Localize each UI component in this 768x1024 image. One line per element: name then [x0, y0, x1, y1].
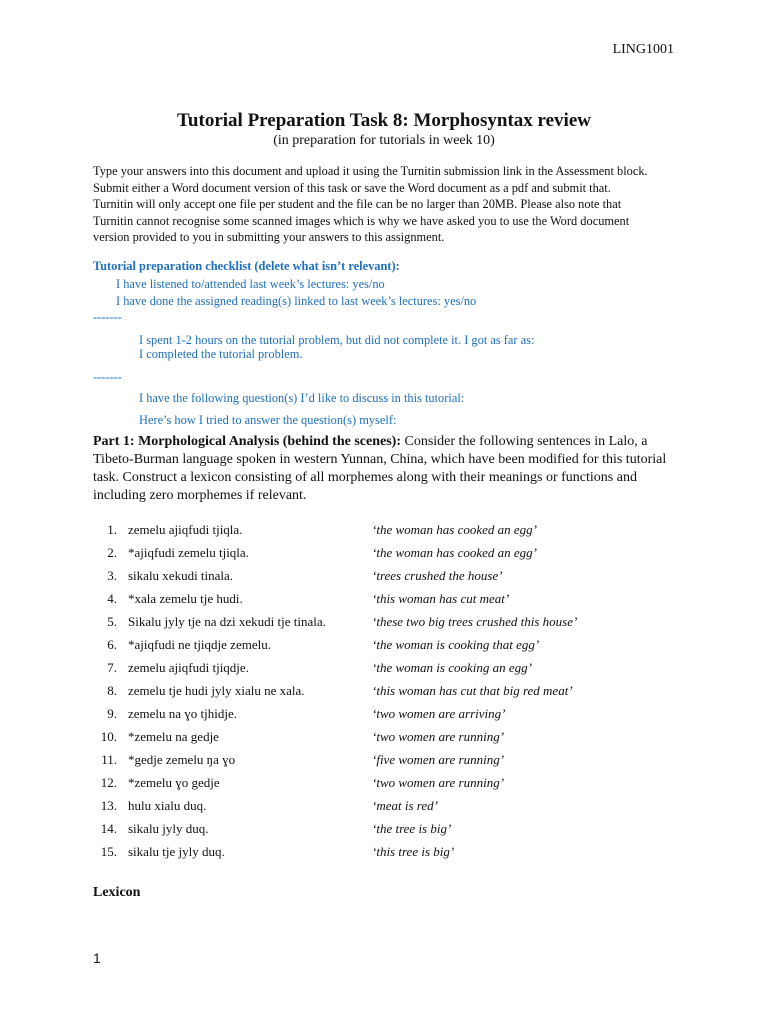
intro-line: Turnitin cannot recognise some scanned images which is why we have asked you to use the Word document: [93, 213, 630, 228]
example-gloss: ‘two women are running’: [372, 729, 505, 744]
page-subtitle: (in preparation for tutorials in week 10): [273, 133, 495, 148]
example-number: 10.: [100, 729, 117, 744]
example-row: [93, 660, 693, 682]
option-completed[interactable]: I completed the tutorial problem.: [139, 347, 303, 361]
example-number: 15.: [100, 844, 117, 859]
example-sentence: sikalu xekudi tinala.: [128, 568, 234, 583]
example-number: 6.: [107, 637, 117, 652]
divider-dashes: -------: [93, 310, 122, 324]
example-row: [93, 545, 693, 567]
example-sentence: *zemelu na gedje: [128, 729, 219, 744]
example-gloss: ‘two women are running’: [372, 775, 505, 790]
example-gloss: ‘meat is red’: [372, 798, 438, 813]
example-number: 12.: [100, 775, 117, 790]
example-row: [93, 637, 693, 659]
example-sentence: zemelu na ɣo tjhidje.: [128, 706, 238, 721]
page-title: Tutorial Preparation Task 8: Morphosyntax review: [177, 110, 591, 131]
example-sentence: zemelu ajiqfudi tjiqla.: [128, 522, 243, 537]
example-number: 11.: [101, 752, 117, 767]
checklist-item-lectures[interactable]: I have listened to/attended last week’s lectures: yes/no: [116, 277, 385, 291]
example-number: 14.: [100, 821, 117, 836]
example-sentence: *xala zemelu tje hudi.: [128, 591, 243, 606]
example-row: [93, 706, 693, 728]
example-gloss: ‘the woman has cooked an egg’: [372, 545, 537, 560]
example-number: 13.: [100, 798, 117, 813]
example-number: 1.: [107, 522, 117, 537]
question-line[interactable]: I have the following question(s) I’d like to discuss in this tutorial:: [139, 391, 465, 405]
example-sentence: sikalu jyly duq.: [128, 821, 209, 836]
checklist-title: Tutorial preparation checklist (delete what isn’t relevant):: [93, 259, 400, 273]
example-sentence: *ajiqfudi zemelu tjiqla.: [128, 545, 249, 560]
intro-paragraph: [93, 163, 683, 246]
example-row: [93, 614, 693, 636]
example-number: 5.: [107, 614, 117, 629]
page-number: 1: [93, 950, 101, 966]
part1-heading: Part 1: Morphological Analysis (behind the scenes):: [93, 434, 401, 449]
checklist-item-reading[interactable]: I have done the assigned reading(s) linked to last week’s lectures: yes/no: [116, 294, 477, 308]
example-gloss: ‘this tree is big’: [372, 844, 455, 859]
example-row: [93, 522, 693, 544]
example-sentence: *gedje zemelu ŋa ɣo: [128, 752, 236, 767]
option-partial-completion[interactable]: I spent 1-2 hours on the tutorial problem, but did not complete it. I got as far as:: [139, 333, 535, 347]
example-gloss: ‘these two big trees crushed this house’: [372, 614, 578, 629]
example-number: 7.: [107, 660, 117, 675]
intro-line: Turnitin will only accept one file per student and the file can be no larger than 20MB. Please also note that: [93, 197, 622, 211]
example-gloss: ‘the woman is cooking an egg’: [372, 660, 532, 675]
example-gloss: ‘the woman has cooked an egg’: [372, 522, 537, 537]
example-row: [93, 844, 693, 866]
lexicon-heading: Lexicon: [93, 885, 141, 900]
example-row: [93, 775, 693, 797]
intro-line: Submit either a Word document version of this task or save the Word document as a pdf and submit that.: [93, 180, 611, 195]
example-gloss: ‘the woman is cooking that egg’: [372, 637, 540, 652]
example-gloss: ‘the tree is big’: [372, 821, 452, 836]
intro-line: version provided to you in submitting your answers to this assignment.: [93, 230, 445, 244]
example-gloss: ‘this woman has cut that big red meat’: [372, 683, 573, 698]
example-gloss: ‘this woman has cut meat’: [372, 591, 510, 606]
example-number: 3.: [107, 568, 117, 583]
example-sentence: Sikalu jyly tje na dzi xekudi tje tinala.: [128, 614, 326, 629]
example-sentence: zemelu tje hudi jyly xialu ne xala.: [128, 683, 305, 698]
example-sentence: hulu xialu duq.: [128, 798, 207, 813]
example-sentence: sikalu tje jyly duq.: [128, 844, 225, 859]
example-row: [93, 568, 693, 590]
example-number: 8.: [107, 683, 117, 698]
part1-text: Consider the following sentences in Lalo, a Tibeto-Burman language spoken in western Yunnan, China, which have been modified for this tutorial task. Construct a lexicon consisting of all morphemes along with their meanings or functions and including zero morphemes if relevant.: [93, 434, 667, 503]
answer-line[interactable]: Here’s how I tried to answer the question(s) myself:: [139, 413, 397, 427]
example-row: [93, 821, 693, 843]
example-row: [93, 591, 693, 613]
example-sentence: *ajiqfudi ne tjiqdje zemelu.: [128, 637, 271, 652]
course-code: LING1001: [612, 42, 674, 57]
example-number: 4.: [107, 591, 117, 606]
example-sentence: *zemelu ɣo gedje: [128, 775, 220, 790]
example-gloss: ‘trees crushed the house’: [372, 568, 503, 583]
intro-line: Type your answers into this document and upload it using the Turnitin submission link in the Assessment block.: [93, 164, 648, 178]
example-row: [93, 683, 693, 705]
example-gloss: ‘two women are arriving’: [372, 706, 506, 721]
example-gloss: ‘five women are running’: [372, 752, 505, 767]
example-row: [93, 752, 693, 774]
part1-instructions: [93, 433, 683, 505]
example-number: 2.: [107, 545, 117, 560]
divider-dashes: -------: [93, 370, 122, 384]
example-number: 9.: [107, 706, 117, 721]
example-sentence: zemelu ajiqfudi tjiqdje.: [128, 660, 249, 675]
example-row: [93, 729, 693, 751]
example-row: [93, 798, 693, 820]
